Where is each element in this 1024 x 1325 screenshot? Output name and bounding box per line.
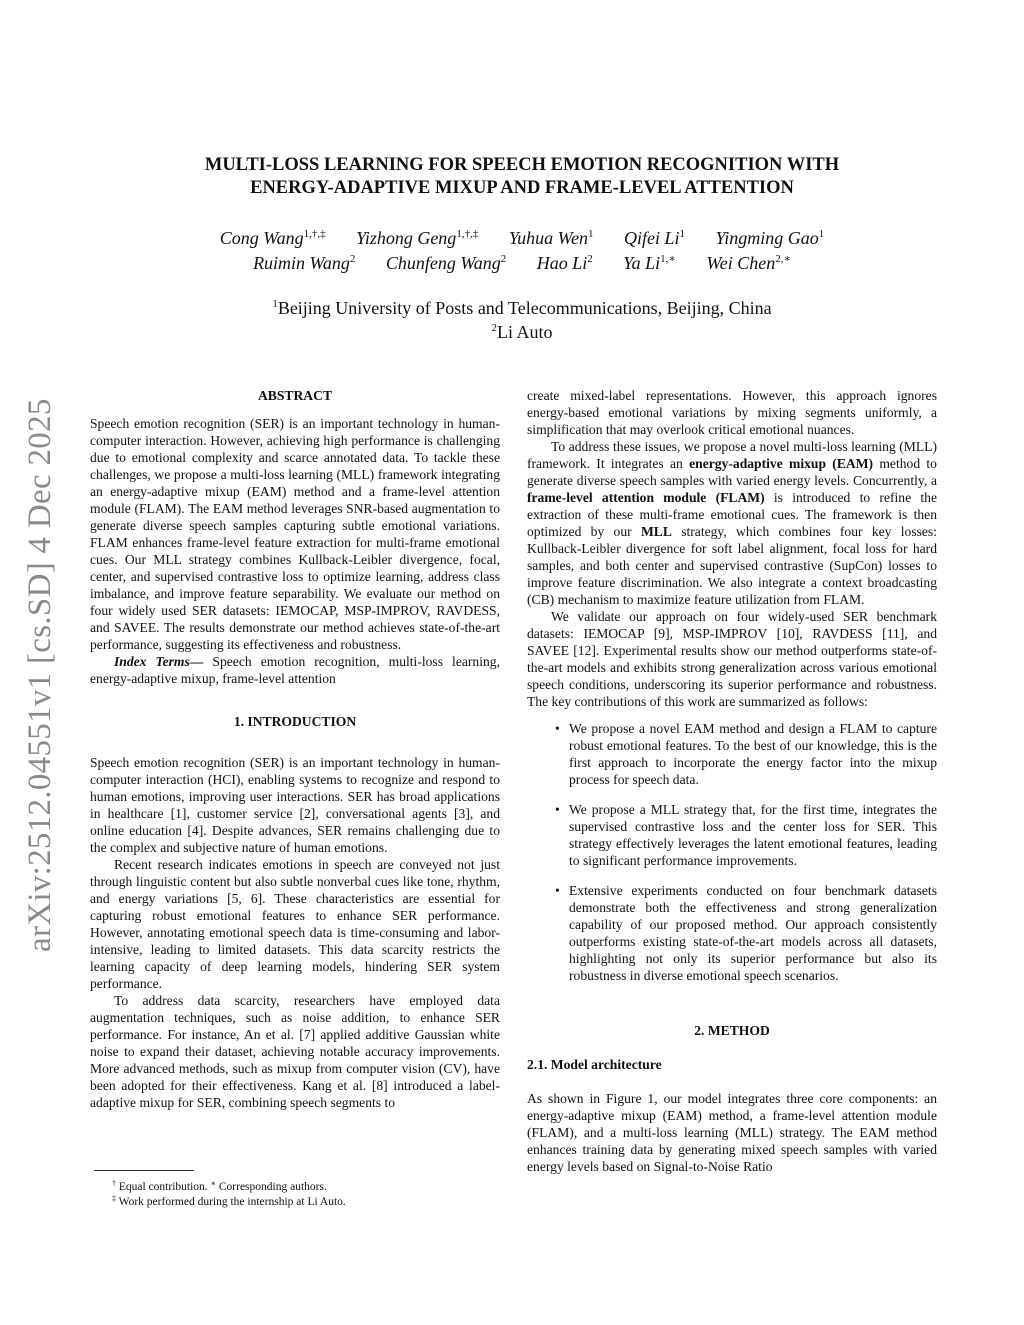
subsection-heading: 2.1. Model architecture xyxy=(527,1057,662,1072)
method-paragraph-1: As shown in Figure 1, our model integrates three core components: an energy-adaptive mixup (EAM) method, a frame-level attention module (FLAM), and a multi-loss learning (MLL) strategy. The EAM method enhances training data by generating mixed speech samples with varied energy levels based on Signal-to-Noise Ratio xyxy=(527,1091,937,1174)
author-name: Ya Li xyxy=(623,253,661,273)
footnote-mark: † xyxy=(112,1179,116,1188)
footnote-text: Corresponding authors. xyxy=(215,1181,327,1193)
footnote-1 xyxy=(90,1180,500,1195)
author-name: Qifei Li xyxy=(624,228,680,248)
contributions-list xyxy=(527,720,937,984)
left-column xyxy=(90,387,500,1111)
paper-title xyxy=(90,154,954,200)
intro-paragraph-1: Speech emotion recognition (SER) is an important technology in human-computer interaction (HCI), enabling systems to recognize and respond to human emotions, improving user interactions. SER has broad applications in healthcare [1], customer service [2], conversational agents [3], and online education [4]. Despite advances, SER remains challenging due to the complex and subjective nature of human emotions. xyxy=(90,755,500,855)
text-run: strategy, which combines four key losses: Kullback-Leibler divergence for soft label alignment, focal loss for hard samples, and both center and supervised contrastive (SupCon) losses to improve feature discrimination. We also integrate a context broadcasting (CB) mechanism to maximize feature utilization from FLAM. xyxy=(527,524,937,607)
author-name: Ruimin Wang xyxy=(253,253,350,273)
author-name: Chunfeng Wang xyxy=(385,253,501,273)
author xyxy=(253,251,355,276)
method-heading: 2. METHOD xyxy=(694,1023,770,1038)
title-line-2: ENERGY-ADAPTIVE MIXUP AND FRAME-LEVEL ATTENTION xyxy=(250,178,794,198)
index-terms-text: Speech emotion recognition, multi-loss learning, energy-adaptive mixup, frame-level attention xyxy=(90,654,500,686)
affiliation-text: Li Auto xyxy=(496,322,553,342)
footnote-text: Work performed during the internship at Li Auto. xyxy=(116,1196,346,1208)
author-mark: 1 xyxy=(588,228,594,240)
author-mark: 2 xyxy=(587,253,593,265)
text-run: is introduced to refine the extraction of these multi-frame emotional cues. The framework is then optimized by our xyxy=(527,490,937,539)
author-name: Yizhong Geng xyxy=(356,228,457,248)
bold-term-eam: energy-adaptive mixup (EAM) xyxy=(689,456,874,471)
affiliations xyxy=(90,296,954,344)
affiliation-mark: 2 xyxy=(491,322,497,334)
footnote-mark: ∗ xyxy=(210,1179,216,1188)
index-terms xyxy=(90,653,500,687)
intro-paragraph-3: To address data scarcity, researchers have employed data augmentation techniques, such as noise addition, to enhance SER performance. For instance, An et al. [7] applied additive Gaussian white noise to expand their dataset, achieving notable accuracy improvements. More advanced methods, such as mixup from computer vision (CV), have been adopted for their effectiveness. Kang et al. [8] introduced a label-adaptive mixup for SER, combining speech segments to xyxy=(90,993,500,1110)
bold-term-mll: MLL xyxy=(640,524,672,539)
text-run: To address these issues, we propose a novel multi-loss learning (MLL) framework. It integrates an xyxy=(527,439,937,471)
author-mark: 1,†,‡ xyxy=(303,228,326,240)
intro-paragraph-5: We validate our approach on four widely-used SER benchmark datasets: IEMOCAP [9], MSP-IMPROV [10], RAVDESS [11], and SAVEE [12]. Experimental results show our method outperforms state-of-the-art models and exhibits strong generalization across various emotional speech conditions, underscoring its superior performance and robustness. The key contributions of this work are summarized as follows: xyxy=(527,609,937,709)
author-list xyxy=(90,226,954,276)
author-mark: 1,†,‡ xyxy=(456,228,479,240)
author-mark: 2 xyxy=(349,253,356,265)
affiliation-2 xyxy=(90,320,954,344)
author-mark: 1 xyxy=(679,228,686,240)
author-mark: 2 xyxy=(500,253,507,265)
author xyxy=(509,226,594,251)
author-name: Yingming Gao xyxy=(715,228,819,248)
author xyxy=(386,251,506,276)
right-column xyxy=(527,387,937,1175)
author xyxy=(537,251,593,276)
affiliation-mark: 1 xyxy=(272,298,278,310)
intro-paragraph-4 xyxy=(527,438,937,608)
author-name: Cong Wang xyxy=(219,228,304,248)
author xyxy=(706,251,791,276)
footnotes xyxy=(90,1170,500,1210)
footnote-mark: ‡ xyxy=(112,1194,116,1203)
list-item: • Extensive experiments conducted on four benchmark datasets demonstrate both the effectiveness and strong generalization capability of our proposed method. Our approach consistently outperforms existing state-of-the-art models across all datasets, highlighting not only its superior performance but also its robustness in diverse emotional speech scenarios. xyxy=(569,882,937,984)
bold-term-flam: frame-level attention module (FLAM) xyxy=(527,490,765,505)
text-run: method to generate diverse speech samples with varied energy levels. Concurrently, a xyxy=(527,456,937,488)
list-item: • We propose a MLL strategy that, for the first time, integrates the supervised contrastive loss and the center loss for SER. This strategy effectively leverages the latent emotional features, leading to significant performance improvements. xyxy=(569,801,937,869)
author-name: Yuhua Wen xyxy=(508,228,589,248)
author-name: Wei Chen xyxy=(706,253,776,273)
author-row-2 xyxy=(90,251,954,276)
intro-paragraph-2: Recent research indicates emotions in speech are conveyed not just through linguistic content but also subtle nonverbal cues like tone, rhythm, and energy variations [5, 6]. These characteristics are essential for capturing robust emotional features to enhance SER performance. However, annotating emotional speech data is time-consuming and labor-intensive, leading to limited datasets. This data scarcity restricts the learning capacity of deep learning models, hindering SER system performance. xyxy=(90,857,500,991)
author-row-1 xyxy=(90,226,954,251)
title-line-1: MULTI-LOSS LEARNING FOR SPEECH EMOTION RECOGNITION WITH xyxy=(204,155,840,175)
abstract-text: Speech emotion recognition (SER) is an important technology in human-computer interaction. However, achieving high performance is challenging due to emotional complexity and scarce annotated data. To tackle these challenges, we propose a multi-loss learning (MLL) framework integrating an energy-adaptive mixup (EAM) method and a frame-level attention module (FLAM). The EAM method leverages SNR-based augmentation to generate diverse speech samples capturing subtle emotional variations. FLAM enhances frame-level feature extraction for multi-frame emotional cues. Our MLL strategy combines Kullback-Leibler divergence, focal, center, and supervised contrastive loss to optimize learning, address class imbalance, and improve feature separability. We evaluate our method on four widely used SER datasets: IEMOCAP, MSP-IMPROV, RAVDESS, and SAVEE. The results demonstrate our method achieves state-of-the-art performance, suggesting its effectiveness and robustness. xyxy=(90,416,500,652)
footnote-divider xyxy=(94,1170,194,1171)
author-mark: 1 xyxy=(818,228,825,240)
author-mark: 2,∗ xyxy=(775,253,791,265)
author xyxy=(220,226,326,251)
author xyxy=(624,226,685,251)
footnote-2 xyxy=(90,1195,500,1210)
intro-paragraph-3-continued: create mixed-label representations. However, this approach ignores energy-based emotional variations by mixing segments uniformly, a simplification that may overlook critical emotional nuances. xyxy=(527,388,937,437)
introduction-heading: 1. INTRODUCTION xyxy=(233,714,357,729)
affiliation-1 xyxy=(90,296,954,320)
abstract-heading: ABSTRACT xyxy=(257,388,333,403)
author xyxy=(623,251,676,276)
arxiv-identifier: arXiv:2512.04551v1 [cs.SD] 4 Dec 2025 xyxy=(22,398,58,952)
author xyxy=(716,226,825,251)
footnote-text: Equal contribution. xyxy=(116,1181,211,1193)
author xyxy=(356,226,478,251)
author-name: Hao Li xyxy=(536,253,588,273)
list-item: • We propose a novel EAM method and design a FLAM to capture robust emotional features. To the best of our knowledge, this is the first approach to incorporate the energy factor into the mixup process for speech data. xyxy=(569,720,937,788)
author-mark: 1,∗ xyxy=(660,253,676,265)
index-terms-label: Index Terms— xyxy=(114,654,204,669)
affiliation-text: Beijing University of Posts and Telecommunications, Beijing, China xyxy=(277,298,772,318)
